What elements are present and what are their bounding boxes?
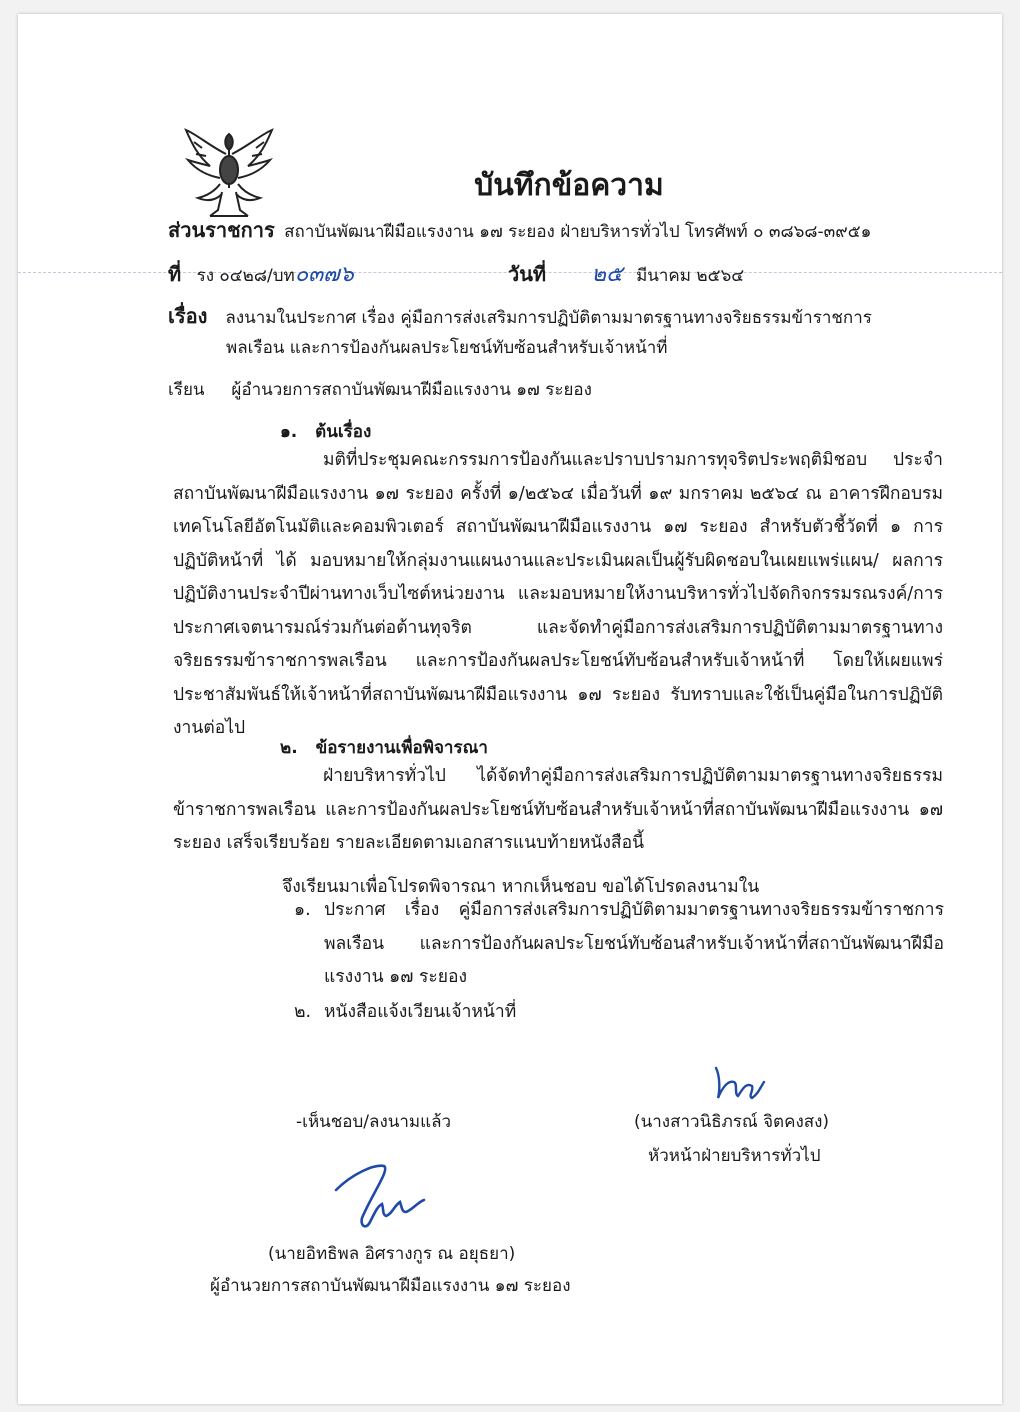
ref-row [168,256,354,291]
section-2-title: ข้อรายงานเพื่อพิจารณา [315,738,488,758]
section-2-paragraph: ฝ่ายบริหารทั่วไป ได้จัดทำคู่มือการส่งเสริมการปฏิบัติตามมาตรฐานทางจริยธรรมข้าราชการพลเรือน และการป้องกันผลประโยชน์ทับซ้อนสำหรับเจ้าหน้าที่สถาบันพัฒนาฝีมือแรงงาน ๑๗ ระยอง เสร็จเรียบร้อย รายละเอียดตามเอกสารแนบท้ายหนังสือนี้ [173,766,943,853]
subject-line-2: พลเรือน และการป้องกันผลประโยชน์ทับซ้อนสำหรับเจ้าหน้าที่ [226,338,668,358]
right-signer-position: หัวหน้าฝ่ายบริหารทั่วไป [648,1146,821,1166]
to-value: ผู้อำนวยการสถาบันพัฒนาฝีมือแรงงาน ๑๗ ระยอง [231,380,592,400]
section-1-body [173,444,943,746]
date-value: มีนาคม ๒๕๖๔ [636,266,745,286]
signature-right-icon [708,1060,768,1108]
agency-value: สถาบันพัฒนาฝีมือแรงงาน ๑๗ ระยอง ฝ่ายบริหารทั่วไป โทรศัพท์ ๐ ๓๘๖๘-๓๙๕๑ [284,222,872,242]
request-item-2-number: ๒. [294,1002,312,1022]
date-label: วันที่ [508,262,547,286]
memo-page [18,14,1002,1404]
subject-label: เรื่อง [168,304,208,328]
ref-label: ที่ [168,262,182,286]
director-position: ผู้อำนวยการสถาบันพัฒนาฝีมือแรงงาน ๑๗ ระยอง [210,1276,571,1296]
section-1-heading [280,418,371,445]
date-day-handwritten: ๒๕ [591,262,623,287]
to-label: เรียน [168,380,205,400]
request-item-2-text: หนังสือแจ้งเวียนเจ้าหน้าที่ [324,1002,517,1022]
agency-label: ส่วนราชการ [168,218,275,242]
section-1-number: ๑. [280,422,298,442]
director-name: (นายอิทธิพล อิศรางกูร ณ อยุธยา) [268,1244,516,1264]
request-item-1-text: ประกาศ เรื่อง คู่มือการส่งเสริมการปฏิบัติตามมาตรฐานทางจริยธรรมข้าราชการพลเรือน และการป้องกันผลประโยชน์ทับซ้อนสำหรับเจ้าหน้าที่สถาบันพัฒนาฝีมือแรงงาน ๑๗ ระยอง [324,900,944,987]
ref-value: รง ๐๔๒๘/บท [196,266,295,286]
to-row [168,376,592,403]
subject-row [168,300,872,332]
section-2-body [173,760,943,861]
section-2-number: ๒. [280,738,298,758]
request-intro: จึงเรียนมาเพื่อโปรดพิจารณา หากเห็นชอบ ขอได้โปรดลงนามใน [282,877,760,897]
request-item-1-number: ๑. [294,900,311,920]
right-signer-name: (นางสาวนิธิภรณ์ จิตคงสง) [634,1112,830,1132]
section-1-paragraph: มติที่ประชุมคณะกรรมการป้องกันและปราบปรามการทุจริตประพฤติมิชอบ ประจำสถาบันพัฒนาฝีมือแรงงาน ๑๗ ระยอง ครั้งที่ ๑/๒๕๖๔ เมื่อวันที่ ๑๙ มกราคม ๒๕๖๔ ณ อาคารฝึกอบรมเทคโนโลยีอัตโนมัติและคอมพิวเตอร์ สถาบันพัฒนาฝีมือแรงงาน ๑๗ ระยอง สำหรับตัวชี้วัดที่ ๑ การปฏิบัติหน้าที่ ได้ มอบหมายให้กลุ่มงานแผนงานและประเมินผลเป็นผู้รับผิดชอบในเผยแพร่แผน/ ผลการปฏิบัติงานประจำปีผ่านทางเว็บไซต์หน่วยงาน และมอบหมายให้งานบริหารทั่วไปจัดกิจกรรมรณรงค์/การประกาศเจตนารมณ์ร่วมกันต่อต้านทุจริต และจัดทำคู่มือการส่งเสริมการปฏิบัติตามมาตรฐานทางจริยธรรมข้าราชการพลเรือน และการป้องกันผลประโยชน์ทับซ้อนสำหรับเจ้าหน้าที่ โดยให้เผยแพร่ประชาสัมพันธ์ให้เจ้าหน้าที่สถาบันพัฒนาฝีมือแรงงาน ๑๗ ระยอง รับทราบและใช้เป็นคู่มือในการปฏิบัติงานต่อไป [173,450,943,738]
subject-line-1: ลงนามในประกาศ เรื่อง คู่มือการส่งเสริมการปฏิบัติตามมาตรฐานทางจริยธรรมข้าราชการ [225,308,872,328]
approval-note: -เห็นชอบ/ลงนามแล้ว [296,1112,452,1132]
agency-row [168,214,871,246]
section-1-title: ต้นเรื่อง [315,422,372,442]
ref-handwritten-number: ๐๓๗๖ [294,262,354,287]
signature-director-icon [332,1160,428,1238]
section-2-heading [280,734,488,761]
date-row [508,256,744,291]
memo-title: บันทึกข้อความ [474,168,664,203]
